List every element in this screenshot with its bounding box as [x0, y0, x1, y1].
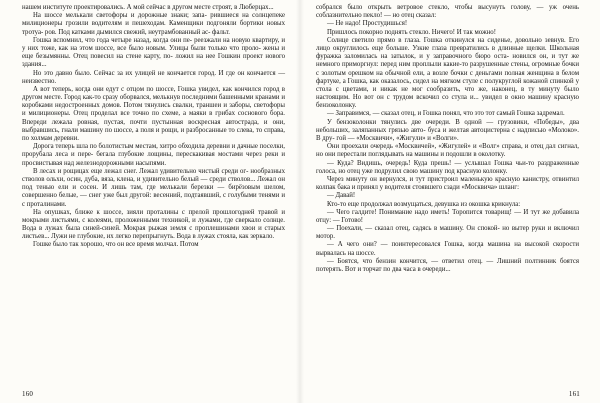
paragraph: — Заправимся, — сказал отец, и Гошка понял, что это тот самый Гошка задремал.	[327, 110, 565, 118]
paragraph: В лесах и рощицах еще лежал снег. Лежал удивительно чистый среди ог- нообразных стволов ольхи, осин, дуба, вяза, клена, и удивительно белый — среди стволов... Лежал он под тенью ели и сосен. И лишь там, где мелькали березки — бирёзовым шелом, совершенно белые, — снег уже был другой: весенний, подтаявший, с голубыми тенями и с проталинами.	[22, 167, 285, 208]
paragraph: На опушках, ближе к шоссе, зияли проталины с прелой прошлогодней травой и мокрыми листьями, с колеями, проложенными техникой, и лужами, где сверкало солнце. Вода в лужах была синей-синей. Мокрая рыжая земля с проплешинами хвои и старых листьев... Лужи не глубокие, их легко перепрыгнуть. Вода в лужах стояла, как зеркало.	[22, 208, 285, 241]
right-page-text	[316, 4, 579, 379]
paragraph: нашем институте проектировались. А мой сейчас в другом месте строят, в Люберцах...	[22, 4, 274, 11]
paragraph: Пришлось покорно поднять стекло. Ничего! И так можно!	[327, 28, 496, 36]
paragraph: — Боятся, что бензин кончится, — ответил отец. — Лишний полтинник боятся потерять. Вот и торчат по два часа в очереди...	[316, 257, 579, 273]
paragraph: Они проехали очередь «Москвичей», «Жигулей» и «Волг» справа, и отец дал сигнал, но они перестали поглядывать на машины и подошли в околотку.	[316, 143, 579, 159]
paragraph: Солнце светило прямо в глаза. Гошка откинулся на сиденье, довольно зевнув. Его лицо округлилось еще больше. Узкие глаза превратились в длинные щелки. Школьная фуражка заломилась на затылок, и у заправочного бюро оста- новился он, и тут же немного приморгнул: перед ним проплыли какие-то разрушенные стены, огромные бочки с золотым орешком на обычной ели, а возле бочки с деньгами полная женщина в белом фартуке, а Гошка, как оказалось, сидел на мягком стуле с полукруглой кожаной спинкой у стола с цветами, и никак не мог сообразить, что же, наконец, в ту минуту было настоящим. Но вот он с трудом вскочил со стула и... увидел в окно машину красную бензоколонку.	[316, 36, 579, 110]
page-number-right: 161	[568, 390, 580, 398]
paragraph: собрался было открыть ветровое стекло, чтобы высунуть голову, — уж очень соблазнительно пекло! — но отец сказал:	[316, 4, 579, 20]
paragraph: — А чего они? — поинтересовался Гошка, когда машина на высокой скорости вырвалась на шоссе.	[316, 241, 579, 257]
paragraph: Через минуту он вернулся, и тут пристроил маленькую красную канистру, отвинтил колпак бака и принял у водителя стоявшего сзади «Москвича» шланг:	[316, 175, 579, 192]
paragraph: — Поехали, — сказал отец, садясь в машину. Он спокой- но вытер руки и включил мотор.	[316, 225, 579, 241]
paragraph: Гошке было так хорошо, что он все время молчал. Потом	[33, 241, 199, 249]
paragraph: Гошка вспомнил, что года четыре назад, когда они пе- реезжали на новую квартиру, и у них тоже, как на этом шоссе, все было новым. Улицы были только что проло- жены и еще безымянны. Отец повесил на стене карту, по- ложил на нее Гошкин проект нового здания...	[22, 36, 285, 69]
paragraph: А вот теперь, когда они едут с отцом по шоссе, Гошка увидел, как кончился город в другом месте. Город как-то сразу оборвался, мелькнув последними башенными кранами и коробками недостроенных домов. Потом тянулись свалки, траншеи и заборы, светофоры и милиционеры. Отец проделал все точно по схеме, а маяки в грибах соснового бора. Впереди лежала ровная, пустая, почти пустынная воскресная автострада, и они, выбравшись, гнали машину по шоссе, а поля и рощи, и разбросанные то слева, то справа, по холмам деревни.	[22, 85, 285, 142]
paragraph: Дорога теперь шла по болотистым местам, хитро обходила деревни и дачные поселки, прорубала леса и пере- бегала глубокие лощины, перескакивая мостами через реки и просвистывая над железнодорожными насыпями.	[22, 143, 285, 167]
paragraph: — Куда? Видишь, очередь! Куда прешь! — услышал Гошка чьи-то раздраженные голоса, но отец уже подрулил свою машину под красную колонку.	[316, 159, 579, 175]
paragraph: — Чего галдите! Понимание надо иметь! Торопится товарищ! — И тут же добавила отцу: — Готово!	[316, 208, 579, 224]
paragraph: Кто-то еще продолжал возмущаться, девушка из окошка крикнула:	[327, 200, 521, 208]
paragraph: — Давай!	[327, 192, 356, 200]
right-page	[300, 0, 600, 403]
left-page-text	[22, 4, 285, 379]
page-number-left: 160	[22, 390, 34, 398]
paragraph: — Не надо! Простудишься!	[327, 20, 408, 28]
paragraph: На шоссе мелькали светофоры и дорожные знаки; запа- рившиеся на солнцепеке милиционеры грозили водителям и пешеходам. Каменщики подгоняли бортики новых тротуа- ров. Под катками дымился свежий, неутрамбованный ас- фальт.	[22, 12, 285, 36]
paragraph: Но это давно было. Сейчас за их улицей не кончается город. И где он кончается — неизвестно.	[22, 69, 285, 85]
paragraph: У бензоколонки тянулись две очереди. В одной — грузовики, «Победы», два небольших, заляпанных грязью авто- буса и желтая автоцистерна с надписью «Молоко». В дру- гой — «Москвичи», «Жигули» и «Волги».	[316, 118, 579, 142]
